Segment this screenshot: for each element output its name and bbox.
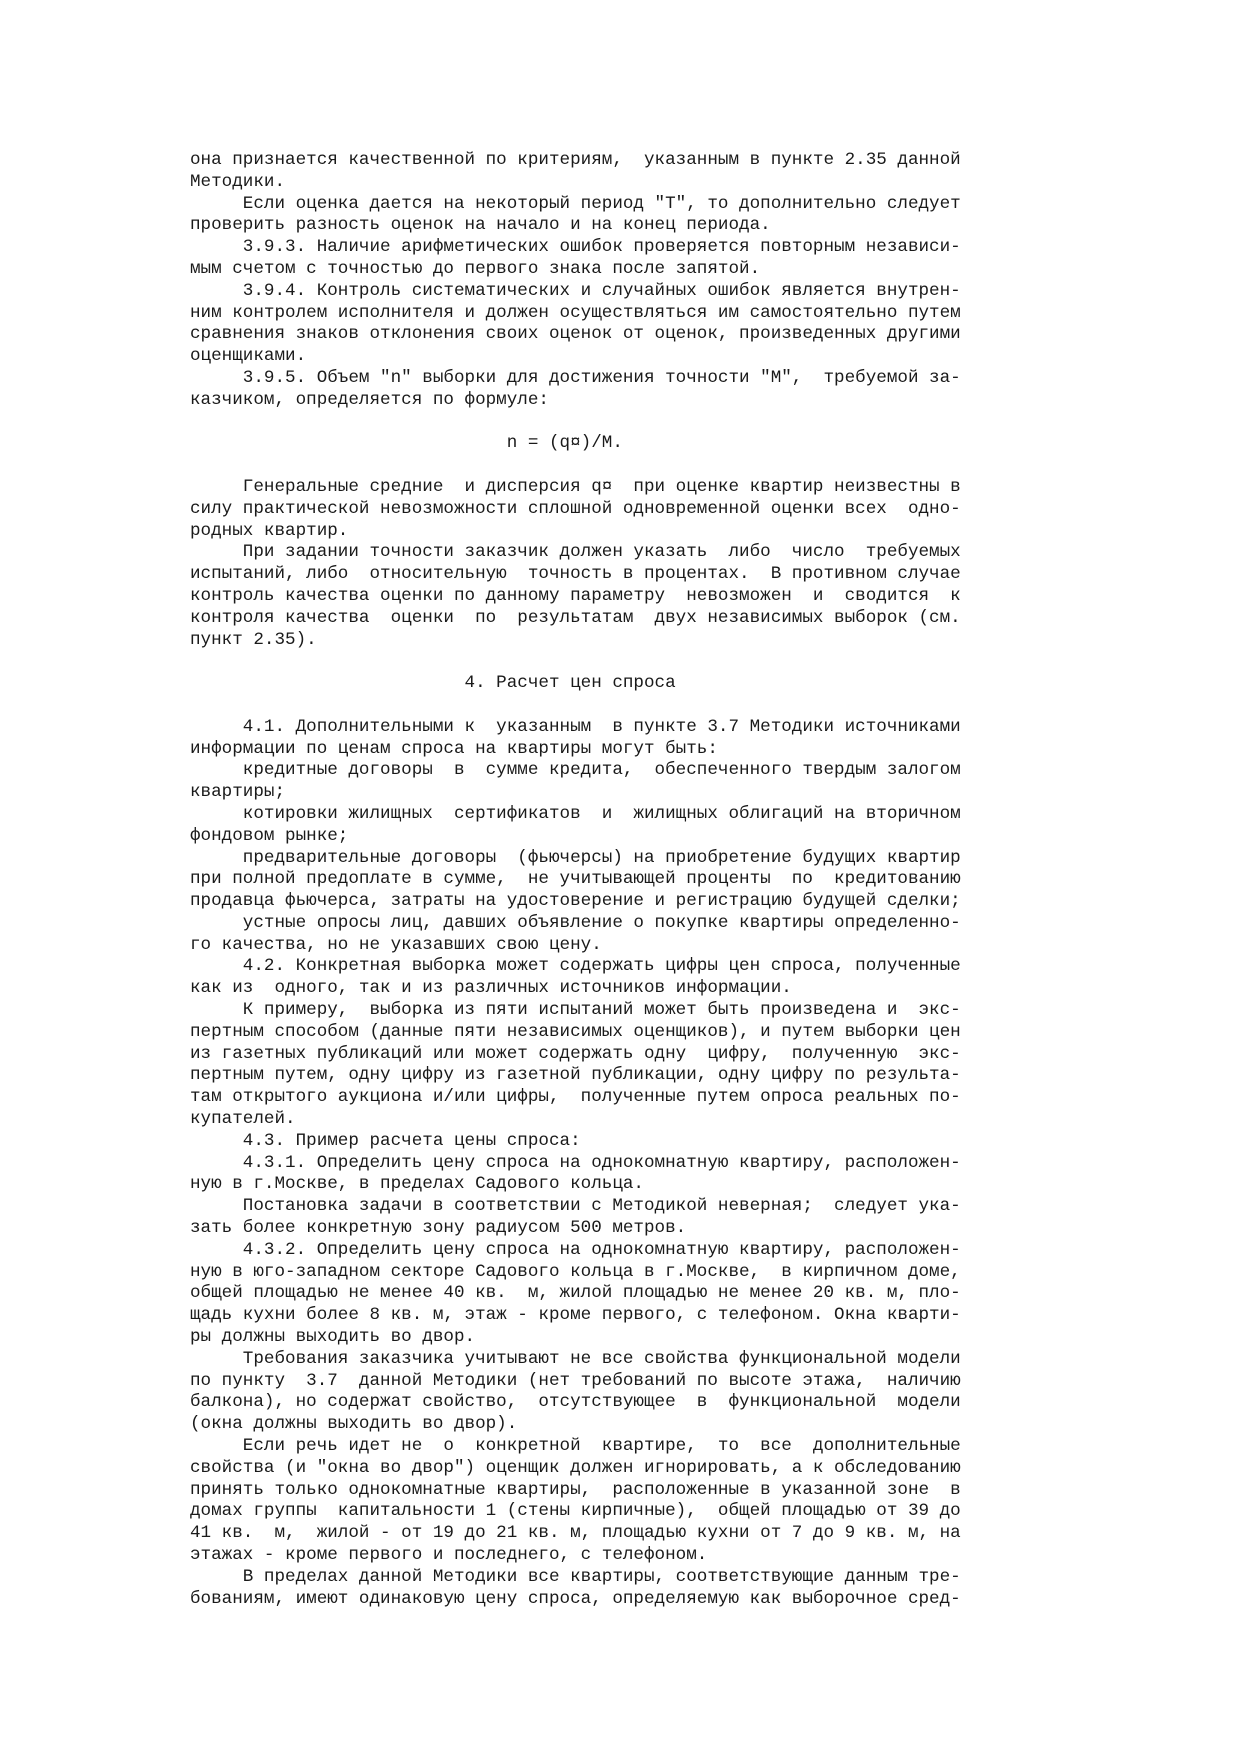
text-line: щадь кухни более 8 кв. м, этаж - кроме первого, с телефоном. Окна кварти- [190,1305,961,1326]
text-line: кредитные договоры в сумме кредита, обеспеченного твердым залогом [190,760,961,781]
text-line: ним контролем исполнителя и должен осуществляться им самостоятельно путем [190,302,961,323]
text-line: проверить разность оценок на начало и на конец периода. [190,215,771,236]
text-line: родных квартир. [190,520,349,541]
text-line: продавца фьючерса, затраты на удостоверение и регистрацию будущей сделки; [190,891,961,912]
formula-line: n = (q¤)/М. [190,433,623,454]
blank-line [190,455,1090,477]
text-line: балкона), но содержат свойство, отсутствующее в функциональной модели [190,1392,961,1413]
text-line: 4.3.1. Определить цену спроса на однокомнатную квартиру, расположен- [190,1152,961,1173]
text-line: принять только однокомнатные квартиры, расположенные в указанной зоне в [190,1479,961,1500]
blank-line [190,412,1090,434]
text-line: сравнения знаков отклонения своих оценок от оценок, произведенных другими [190,324,961,345]
text-line: 4.3.2. Определить цену спроса на однокомнатную квартиру, расположен- [190,1239,961,1260]
text-line: 41 кв. м, жилой - от 19 до 21 кв. м, площадью кухни от 7 до 9 кв. м, на [190,1523,961,1544]
text-line: пункт 2.35). [190,629,317,650]
text-line: Требования заказчика учитывают не все свойства функциональной модели [190,1348,961,1369]
text-line: бованиям, имеют одинаковую цену спроса, определяемую как выборочное сред- [190,1588,961,1609]
text-line: (окна должны выходить во двор). [190,1414,518,1435]
section-heading: 4. Расчет цен спроса [190,673,676,694]
text-line: как из одного, так и из различных источников информации. [190,978,792,999]
text-line: испытаний, либо относительную точность в процентах. В противном случае [190,564,961,585]
text-line: ры должны выходить во двор. [190,1327,476,1348]
blank-line [190,651,1090,673]
text-line: контроля качества оценки по результатам двух независимых выборок (см. [190,607,961,628]
text-line: 3.9.5. Объем "n" выборки для достижения точности "М", требуемой за- [190,367,961,388]
text-line: пертным способом (данные пяти независимых оценщиков), и путем выборки цен [190,1021,961,1042]
text-line: свойства (и "окна во двор") оценщик должен игнорировать, а к обследованию [190,1457,961,1478]
text-line: 4.1. Дополнительными к указанным в пункте 3.7 Методики источниками [190,716,961,737]
text-line: Если оценка дается на некоторый период "Т", то дополнительно следует [190,193,961,214]
text-line: Постановка задачи в соответствии с Методикой неверная; следует ука- [190,1196,961,1217]
text-line: устные опросы лиц, давших объявление о покупке квартиры определенно- [190,912,961,933]
text-line: купателей. [190,1109,296,1130]
text-line: пертным путем, одну цифру из газетной публикации, одну цифру по результа- [190,1065,961,1086]
text-line: 4.2. Конкретная выборка может содержать цифры цен спроса, полученные [190,956,961,977]
text-line: контроль качества оценки по данному параметру невозможен и сводится к [190,585,961,606]
text-line: Если речь идет не о конкретной квартире, то все дополнительные [190,1436,961,1457]
text-line: 4.3. Пример расчета цены спроса: [190,1130,581,1151]
text-line: информации по ценам спроса на квартиры могут быть: [190,738,718,759]
text-line: там открытого аукциона и/или цифры, полученные путем опроса реальных по- [190,1087,961,1108]
document-page [190,150,1090,1610]
text-line: При задании точности заказчик должен указать либо число требуемых [190,542,961,563]
text-line: Методики. [190,171,286,192]
text-line: предварительные договоры (фьючерсы) на приобретение будущих квартир [190,847,961,868]
text-line: 3.9.3. Наличие арифметических ошибок проверяется повторным независи- [190,237,961,258]
text-line: зать более конкретную зону радиусом 500 метров. [190,1218,687,1239]
text-line: домах группы капитальности 1 (стены кирпичные), общей площадью от 39 до [190,1501,961,1522]
text-line: 3.9.4. Контроль систематических и случайных ошибок является внутрен- [190,280,961,301]
text-line: общей площадью не менее 40 кв. м, жилой площадью не менее 20 кв. м, пло- [190,1283,961,1304]
text-line: котировки жилищных сертификатов и жилищных облигаций на вторичном [190,803,961,824]
text-line: К примеру, выборка из пяти испытаний может быть произведена и экс- [190,1000,961,1021]
text-line: го качества, но не указавших свою цену. [190,934,602,955]
text-line: этажах - кроме первого и последнего, с телефоном. [190,1545,708,1565]
text-line: ную в юго-западном секторе Садового кольца в г.Москве, в кирпичном доме, [190,1261,961,1282]
text-line: В пределах данной Методики все квартиры, соответствующие данным тре- [190,1566,961,1587]
blank-line [190,695,1090,717]
text-line: при полной предоплате в сумме, не учитывающей проценты по кредитованию [190,869,961,890]
text-line: силу практической невозможности сплошной одновременной оценки всех одно- [190,498,961,519]
text-line: фондовом рынке; [190,825,349,846]
text-line: Генеральные средние и дисперсия q¤ при оценке квартир неизвестны в [190,476,961,497]
text-line: мым счетом с точностью до первого знака после запятой. [190,258,761,279]
text-line: ную в г.Москве, в пределах Садового кольца. [190,1174,644,1195]
text-line: казчиком, определяется по формуле: [190,389,549,410]
text-line: она признается качественной по критериям, указанным в пункте 2.35 данной [190,150,961,170]
text-line: из газетных публикаций или может содержать одну цифру, полученную экс- [190,1043,961,1064]
text-line: квартиры; [190,782,286,803]
text-line: по пункту 3.7 данной Методики (нет требований по высоте этажа, наличию [190,1370,961,1391]
text-line: оценщиками. [190,346,307,367]
